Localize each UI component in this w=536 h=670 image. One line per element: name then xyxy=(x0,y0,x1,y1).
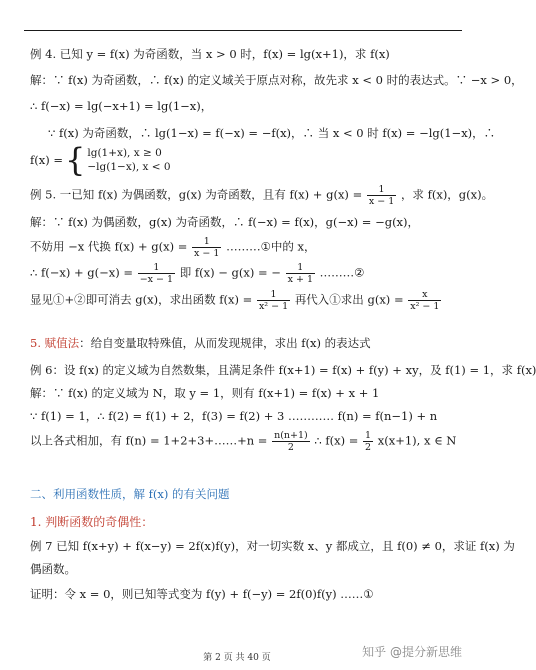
denominator: x² − 1 xyxy=(410,301,440,312)
ex5-sol-line3 xyxy=(30,262,462,285)
denominator: x − 1 xyxy=(368,196,395,207)
ex5-sol4-text-b: 再代入①求出 g(x) = xyxy=(294,292,404,307)
ex5-sol-line2 xyxy=(30,236,462,259)
ex5-title-text-b: ，求 f(x)，g(x)。 xyxy=(400,187,494,202)
ex6-sol3-fraction-1 xyxy=(272,430,310,453)
ex5-sol4-fraction-2 xyxy=(408,289,441,312)
subsection-1-heading: 1. 判断函数的奇偶性： xyxy=(30,515,154,529)
ex5-title-text-a: 例 5. 一已知 f(x) 为偶函数，g(x) 为奇函数，且有 f(x) + g(x) = xyxy=(30,187,363,202)
ex6-sol3-text-b: ∴ f(x) = xyxy=(314,433,359,448)
denominator: −x − 1 xyxy=(139,274,174,285)
ex4-title: 例 4. 已知 y = f(x) 为奇函数，当 x > 0 时，f(x) = lg(x+1)，求 f(x) xyxy=(30,47,390,61)
ex5-sol3-text-c: ………② xyxy=(319,265,365,280)
ex4-piecewise xyxy=(30,141,171,179)
top-rule xyxy=(24,30,462,31)
ex6-title: 例 6：设 f(x) 的定义域为自然数集，且满足条件 f(x+1) = f(x) + f(y) + xy，及 f(1) = 1，求 f(x) xyxy=(30,363,536,377)
section-2-heading: 二、利用函数性质，解 f(x) 的有关问题 xyxy=(30,487,230,501)
denominator: x + 1 xyxy=(287,274,314,285)
ex5-sol3-fraction-2 xyxy=(286,262,315,285)
numerator: 1 xyxy=(365,430,372,441)
ex6-sol-line2: ∵ f(1) = 1，∴ f(2) = f(1) + 2，f(3) = f(2) + 3 ………… f(n) = f(n−1) + n xyxy=(30,409,438,423)
numerator: 1 xyxy=(286,262,315,274)
ex5-sol-line4 xyxy=(30,289,462,312)
ex4-sol-line2: ∴ f(−x) = lg(−x+1) = lg(1−x)， xyxy=(30,99,213,113)
ex5-sol2-text-b: ………①中的 x， xyxy=(226,239,316,254)
ex7-proof: 证明：令 x = 0，则已知等式变为 f(y) + f(−y) = 2f(0)f(y) ……① xyxy=(30,587,374,601)
ex5-sol3-text-b: 即 f(x) − g(x) = − xyxy=(179,265,281,280)
ex5-sol3-fraction-1 xyxy=(138,262,175,285)
ex6-sol3-fraction-2 xyxy=(363,430,373,453)
section-5-label: 5. 赋值法 xyxy=(30,336,80,350)
denominator: x² − 1 xyxy=(258,301,289,312)
ex5-sol4-fraction-1 xyxy=(257,289,290,312)
watermark: 知乎 @提分新思维 xyxy=(362,645,462,659)
denominator: 2 xyxy=(287,442,294,453)
brace-symbol: { xyxy=(65,141,86,179)
section-5-desc: ：给自变量取特殊值，从而发现规律，求出 f(x) 的表达式 xyxy=(79,336,371,350)
ex5-title xyxy=(30,184,494,207)
numerator: 1 xyxy=(192,236,221,248)
page-number: 第 2 页 共 40 页 xyxy=(203,653,271,663)
ex6-sol-line1: 解：∵ f(x) 的定义域为 N，取 y = 1，则有 f(x+1) = f(x) + x + 1 xyxy=(30,386,380,400)
denominator: x − 1 xyxy=(194,248,220,259)
ex5-sol2-fraction xyxy=(192,236,221,259)
denominator: 2 xyxy=(365,442,372,453)
numerator: x xyxy=(408,289,441,301)
numerator: 1 xyxy=(367,184,396,196)
piecewise-lhs: f(x) = xyxy=(30,153,64,167)
numerator: n(n+1) xyxy=(274,430,308,441)
piecewise-case-2: −lg(1−x), x < 0 xyxy=(87,161,171,173)
ex6-sol-line3 xyxy=(30,430,462,453)
ex5-sol-line1: 解：∵ f(x) 为偶函数，g(x) 为奇函数，∴ f(−x) = f(x)，g(−x) = −g(x)， xyxy=(30,215,420,229)
ex6-sol3-text-a: 以上各式相加，有 f(n) = 1+2+3+……+n = xyxy=(30,433,268,448)
ex4-sol-line1: 解：∵ f(x) 为奇函数，∴ f(x) 的定义域关于原点对称，故先求 x < 0 时的表达式。∵ −x > 0， xyxy=(30,73,523,87)
numerator: 1 xyxy=(257,289,290,301)
numerator: 1 xyxy=(138,262,175,274)
ex5-sol2-text-a: 不妨用 −x 代换 f(x) + g(x) = xyxy=(30,239,188,254)
ex5-title-fraction xyxy=(367,184,396,207)
piecewise-case-1: lg(1+x), x ≥ 0 xyxy=(87,147,162,159)
ex6-sol3-text-c: x(x+1), x ∈ N xyxy=(377,433,457,448)
ex7-line1: 例 7 已知 f(x+y) + f(x−y) = 2f(x)f(y)，对一切实数 x、y 都成立，且 f(0) ≠ 0，求证 f(x) 为 xyxy=(30,539,515,553)
ex4-sol-line3: ∵ f(x) 为奇函数，∴ lg(1−x) = f(−x) = −f(x)，∴ 当 x < 0 时 f(x) = −lg(1−x)，∴ xyxy=(48,126,496,140)
ex7-line2: 偶函数。 xyxy=(30,562,76,576)
ex5-sol4-text-a: 显见①+②即可消去 g(x)，求出函数 f(x) = xyxy=(30,292,253,307)
section-5-heading xyxy=(30,335,462,351)
ex5-sol3-text-a: ∴ f(−x) + g(−x) = xyxy=(30,265,134,280)
piecewise-cases xyxy=(87,146,170,174)
